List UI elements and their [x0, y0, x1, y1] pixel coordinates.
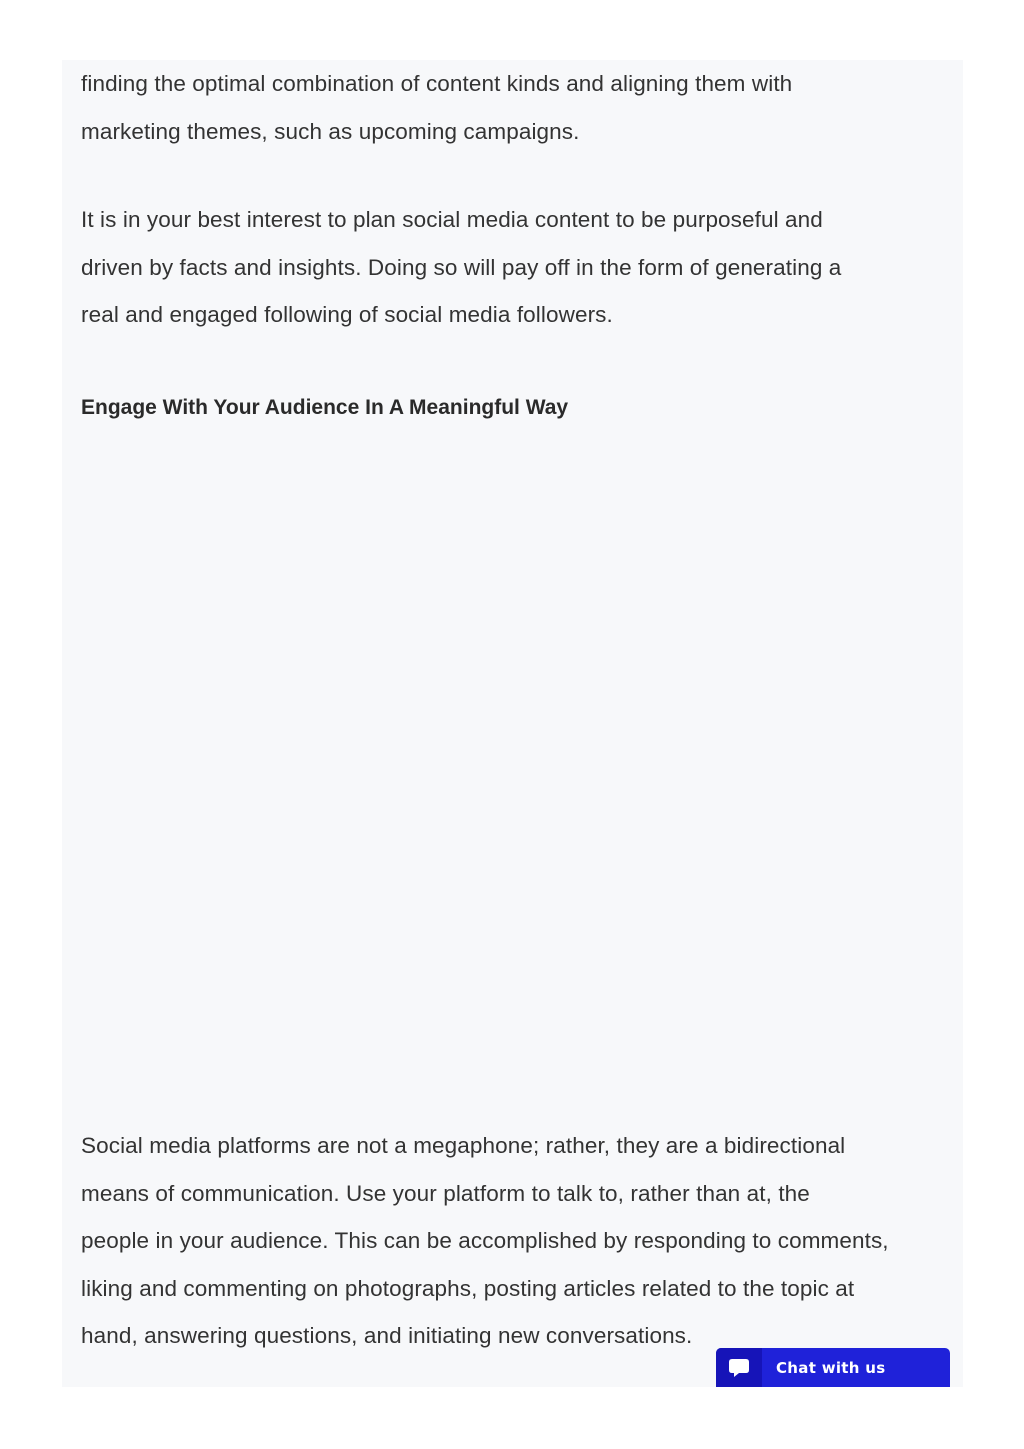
text-line: marketing themes, such as upcoming campaigns. [81, 118, 580, 144]
paragraph-engage-audience [81, 1122, 951, 1360]
text-line: driven by facts and insights. Doing so will pay off in the form of generating a [81, 254, 842, 280]
text-line: means of communication. Use your platform to talk to, rather than at, the [81, 1180, 810, 1206]
text-line: people in your audience. This can be accomplished by responding to comments, [81, 1228, 889, 1253]
section-heading: Engage With Your Audience In A Meaningful Way [81, 396, 569, 419]
chat-label: Chat with us [776, 1358, 886, 1377]
chat-bubble-icon [716, 1348, 762, 1387]
text-line: liking and commenting on photographs, posting articles related to the topic at [81, 1275, 855, 1301]
paragraph-purposeful-content [81, 196, 951, 339]
text-line: real and engaged following of social media followers. [81, 302, 613, 327]
paragraph-content-planning [81, 60, 951, 155]
text-line: finding the optimal combination of content kinds and aligning them with [81, 71, 793, 96]
blank-media-area [81, 445, 945, 1095]
article-body [62, 60, 963, 1387]
text-line: It is in your best interest to plan social media content to be purposeful and [81, 207, 823, 232]
text-line: hand, answering questions, and initiating new conversations. [81, 1323, 693, 1348]
text-line: Social media platforms are not a megaphone; rather, they are a bidirectional [81, 1133, 846, 1158]
chat-with-us-button[interactable] [716, 1348, 950, 1387]
